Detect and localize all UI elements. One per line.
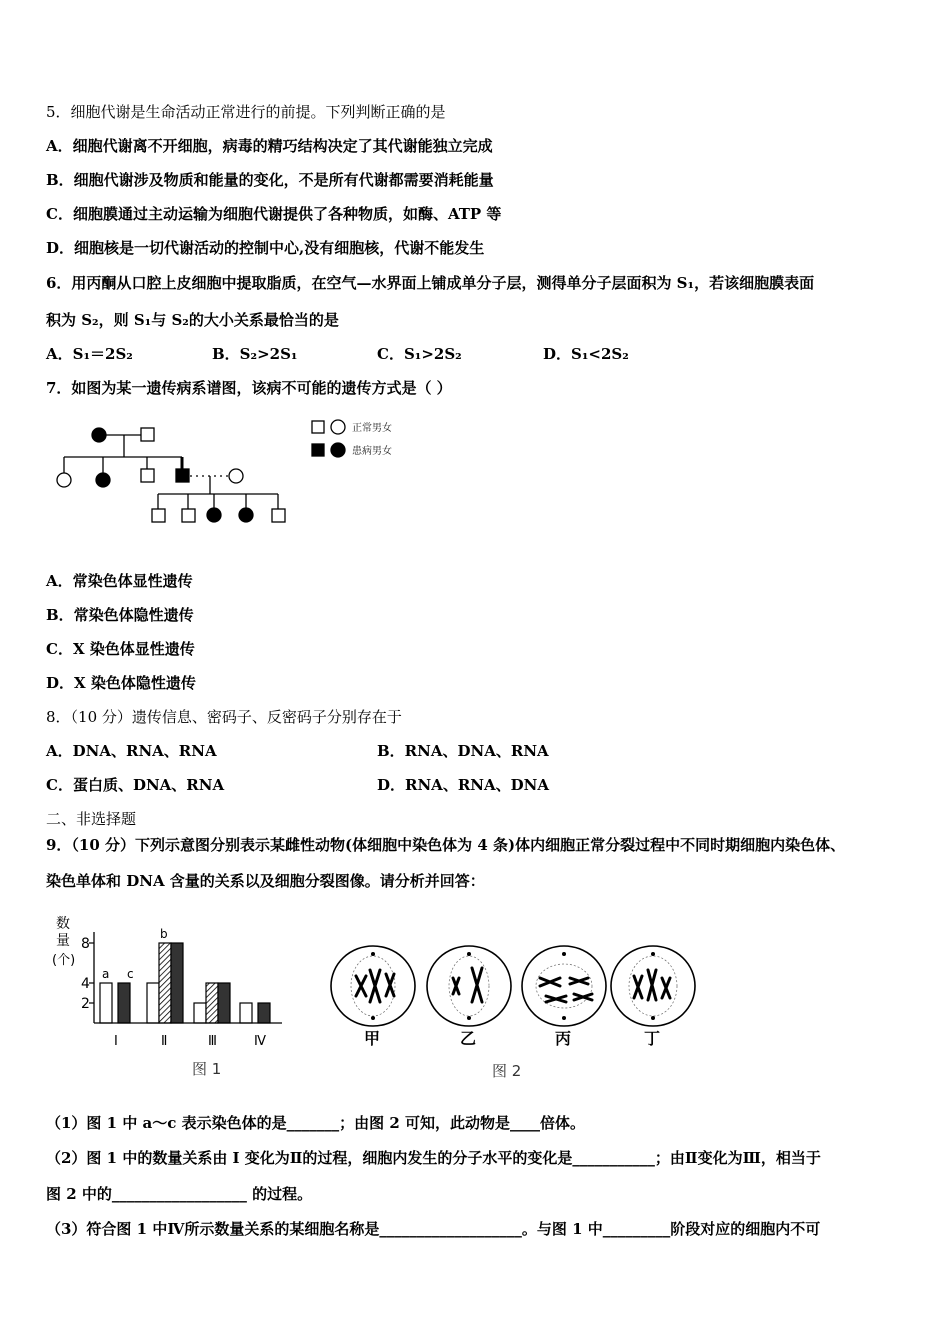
legend-affected-female-icon: [331, 443, 345, 457]
q7-option-a: A．常染色体显性遗传: [46, 572, 193, 590]
q6-option-c: C．S₁>2S₂: [377, 345, 462, 363]
fig1-category-III: Ⅲ: [208, 1034, 217, 1049]
fig1-ytick-label-2: 2: [81, 996, 90, 1012]
figure-1-bar-chart: [50, 910, 290, 1080]
cell-jia: [331, 946, 415, 1026]
fig1-bar-b-II: [159, 943, 171, 1023]
q9-sub3: （3）符合图 1 中Ⅳ所示数量关系的某细胞名称是___________________。与图 1 中_________阶段对应的细胞内不可: [46, 1220, 821, 1238]
chromosome-jia-1: [356, 976, 366, 996]
q8-option-a: A．DNA、RNA、RNA: [46, 742, 217, 760]
legend-normal-female-icon: [331, 420, 345, 434]
fig1-category-I: I: [114, 1034, 118, 1049]
q5-option-a: A．细胞代谢离不开细胞，病毒的精巧结构决定了其代谢能独立完成: [46, 137, 493, 155]
q8-option-d: D．RNA、RNA、DNA: [377, 776, 549, 794]
chromosome-bing-2: [546, 996, 566, 1002]
figure-2-cells: [326, 938, 701, 1083]
chromosome-yi-2: [472, 968, 482, 1002]
q7-option-b: B．常染色体隐性遗传: [46, 606, 194, 624]
fig1-series-label-a: a: [102, 967, 110, 981]
cell-label-yi: 乙: [460, 1029, 477, 1048]
fig1-ytick-label-4: 4: [81, 976, 90, 992]
pedigree-normal-male-iii2: [182, 509, 195, 522]
fig1-caption: 图 1: [192, 1060, 222, 1078]
q8-option-c: C．蛋白质、DNA、RNA: [46, 776, 225, 794]
fig1-category-II: Ⅱ: [161, 1034, 168, 1049]
fig1-bar-c-III: [218, 983, 230, 1023]
chromosome-yi-1: [453, 978, 459, 994]
cell-label-bing: 丙: [555, 1029, 572, 1048]
pedigree-normal-male-iii5: [272, 509, 285, 522]
q7-option-c: C．X 染色体显性遗传: [46, 640, 195, 658]
q9-stem-line1: 9．（10 分）下列示意图分别表示某雌性动物(体细胞中染色体为 4 条)体内细胞正常分裂过程中不同时期细胞内染色体、: [46, 836, 846, 854]
fig1-ylabel-1: 数: [56, 916, 70, 932]
chromosome-ding-2: [648, 970, 656, 1000]
pedigree-affected-male-ii4: [176, 469, 189, 482]
fig1-bar-c-I: [118, 983, 130, 1023]
q6-stem-line1: 6．用丙酮从口腔上皮细胞中提取脂质，在空气—水界面上铺成单分子层，测得单分子层面积为 S₁，若该细胞膜表面: [46, 274, 815, 292]
q5-option-c: C．细胞膜通过主动运输为细胞代谢提供了各种物质，如酶、ATP 等: [46, 205, 502, 223]
q5-option-d: D．细胞核是一切代谢活动的控制中心,没有细胞核，代谢不能发生: [46, 239, 485, 257]
fig1-series-label-c: c: [127, 967, 134, 981]
fig1-ytick-label-8: 8: [81, 936, 90, 952]
q5-stem: 5．细胞代谢是生命活动正常进行的前提。下列判断正确的是: [46, 103, 446, 121]
q9-sub1: （1）图 1 中 a～c 表示染色体的是_______；由图 2 可知，此动物是____倍体。: [46, 1114, 585, 1132]
q8-option-b: B．RNA、DNA、RNA: [377, 742, 549, 760]
pedigree-normal-male-iii1: [152, 509, 165, 522]
cell-label-jia: 甲: [364, 1029, 381, 1048]
legend-normal-male-icon: [312, 421, 324, 433]
chromosome-jia-2: [370, 970, 380, 1002]
fig1-bar-a-II: [147, 983, 159, 1023]
q6-stem-line2: 积为 S₂，则 S₁与 S₂的大小关系最恰当的是: [46, 311, 339, 329]
chromosome-ding-1: [634, 976, 642, 998]
pedigree-normal-male-i2: [141, 428, 154, 441]
pedigree-normal-female-ii1: [57, 473, 71, 487]
pedigree-normal-female-ii5: [229, 469, 243, 483]
q6-option-a: A．S₁＝2S₂: [46, 345, 133, 363]
chromosome-bing-1: [540, 978, 560, 986]
legend-normal-label: 正常男女: [352, 423, 392, 434]
q8-stem: 8．（10 分）遗传信息、密码子、反密码子分别存在于: [46, 708, 402, 726]
q6-option-d: D．S₁<2S₂: [543, 345, 629, 363]
cell-yi: [427, 946, 511, 1026]
fig1-bar-c-II: [171, 943, 183, 1023]
fig1-bar-a-IV: [240, 1003, 252, 1023]
fig2-caption: 图 2: [492, 1062, 522, 1080]
pedigree-affected-female-ii2: [96, 473, 110, 487]
fig1-category-IV: Ⅳ: [254, 1034, 266, 1049]
q6-option-b: B．S₂>2S₁: [212, 345, 298, 363]
pedigree-affected-female-iii4: [239, 508, 253, 522]
fig1-bar-a-I: [100, 983, 112, 1023]
q9-sub2-line1: （2）图 1 中的数量关系由 I 变化为Ⅱ的过程，细胞内发生的分子水平的变化是___________；由Ⅱ变化为Ⅲ，相当于: [46, 1149, 821, 1167]
cell-label-ding: 丁: [644, 1029, 661, 1048]
fig1-bar-c-IV: [258, 1003, 270, 1023]
chromosome-ding-3: [662, 978, 670, 998]
pedigree-normal-male-ii3: [141, 469, 154, 482]
legend-affected-male-icon: [312, 444, 324, 456]
pedigree-affected-female-iii3: [207, 508, 221, 522]
pedigree-chart: [40, 410, 420, 535]
fig1-series-label-b: b: [160, 927, 168, 941]
pedigree-affected-female-i1: [92, 428, 106, 442]
chromosome-jia-3: [386, 974, 394, 996]
q9-sub2-line2: 图 2 中的__________________ 的过程。: [46, 1185, 313, 1203]
fig1-bar-a-III: [194, 1003, 206, 1023]
cell-bing: [522, 946, 606, 1026]
fig1-ylabel-2: 量: [56, 933, 70, 949]
chromosome-bing-4: [574, 994, 592, 1000]
section-title: 二、非选择题: [46, 810, 137, 828]
q5-option-b: B．细胞代谢涉及物质和能量的变化，不是所有代谢都需要消耗能量: [46, 171, 494, 189]
chromosome-bing-3: [570, 978, 588, 984]
q7-option-d: D．X 染色体隐性遗传: [46, 674, 196, 692]
fig1-ylabel-3: (个): [52, 953, 76, 968]
q9-stem-line2: 染色单体和 DNA 含量的关系以及细胞分裂图像。请分析并回答：: [46, 872, 485, 890]
q7-stem: 7．如图为某一遗传病系谱图，该病不可能的遗传方式是（ ）: [46, 379, 452, 397]
fig1-bar-b-III: [206, 983, 218, 1023]
legend-affected-label: 患病男女: [352, 446, 392, 457]
